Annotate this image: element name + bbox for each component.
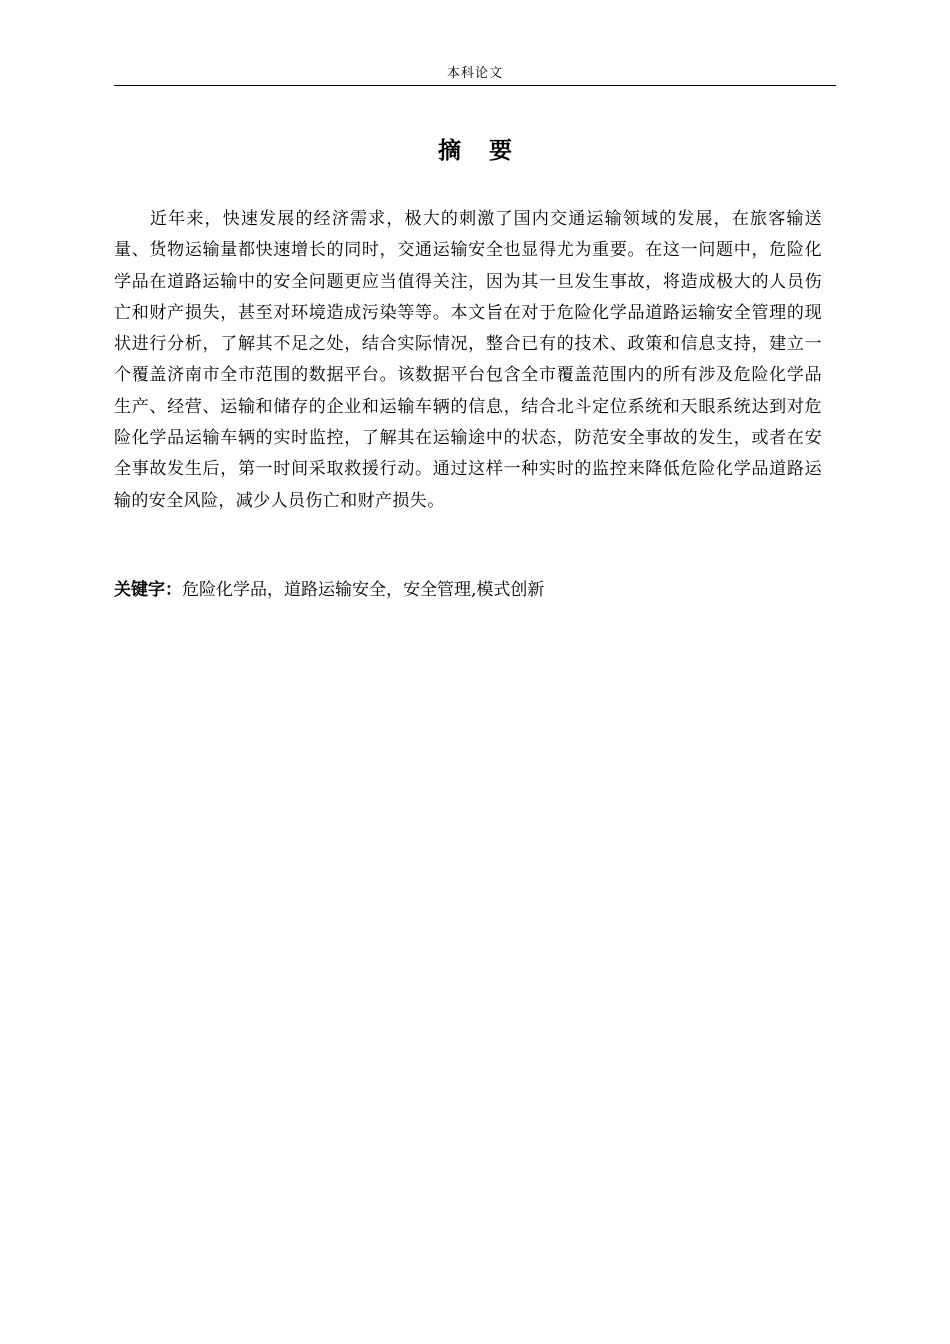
running-header: 本科论文: [446, 66, 503, 81]
keywords-line: [114, 576, 836, 604]
abstract-body: 近年来，快速发展的经济需求，极大的刺激了国内交通运输领域的发展，在旅客输送量、货物运输量都快速增长的同时，交通运输安全也显得尤为重要。在这一问题中，危险化学品在道路运输中的安全问题更应当值得关注，因为其一旦发生事故，将造成极大的人员伤亡和财产损失，甚至对环境造成污染等等。本文旨在对于危险化学品道路运输安全管理的现状进行分析，了解其不足之处，结合实际情况，整合已有的技术、政策和信息支持，建立一个覆盖济南市全市范围的数据平台。该数据平台包含全市覆盖范围内的所有涉及危险化学品生产、经营、运输和储存的企业和运输车辆的信息，结合北斗定位系统和天眼系统达到对危险化学品运输车辆的实时监控，了解其在运输途中的状态，防范安全事故的发生，或者在安全事故发生后，第一时间采取救援行动。通过这样一种实时的监控来降低危险化学品道路运输的安全风险，减少人员伤亡和财产损失。: [114, 209, 822, 511]
keywords-label: 关键字：: [114, 580, 182, 600]
keywords-text: 危险化学品，道路运输安全，安全管理,模式创新: [182, 580, 545, 600]
header-rule: [114, 85, 836, 86]
abstract-title: 摘 要: [437, 138, 522, 164]
